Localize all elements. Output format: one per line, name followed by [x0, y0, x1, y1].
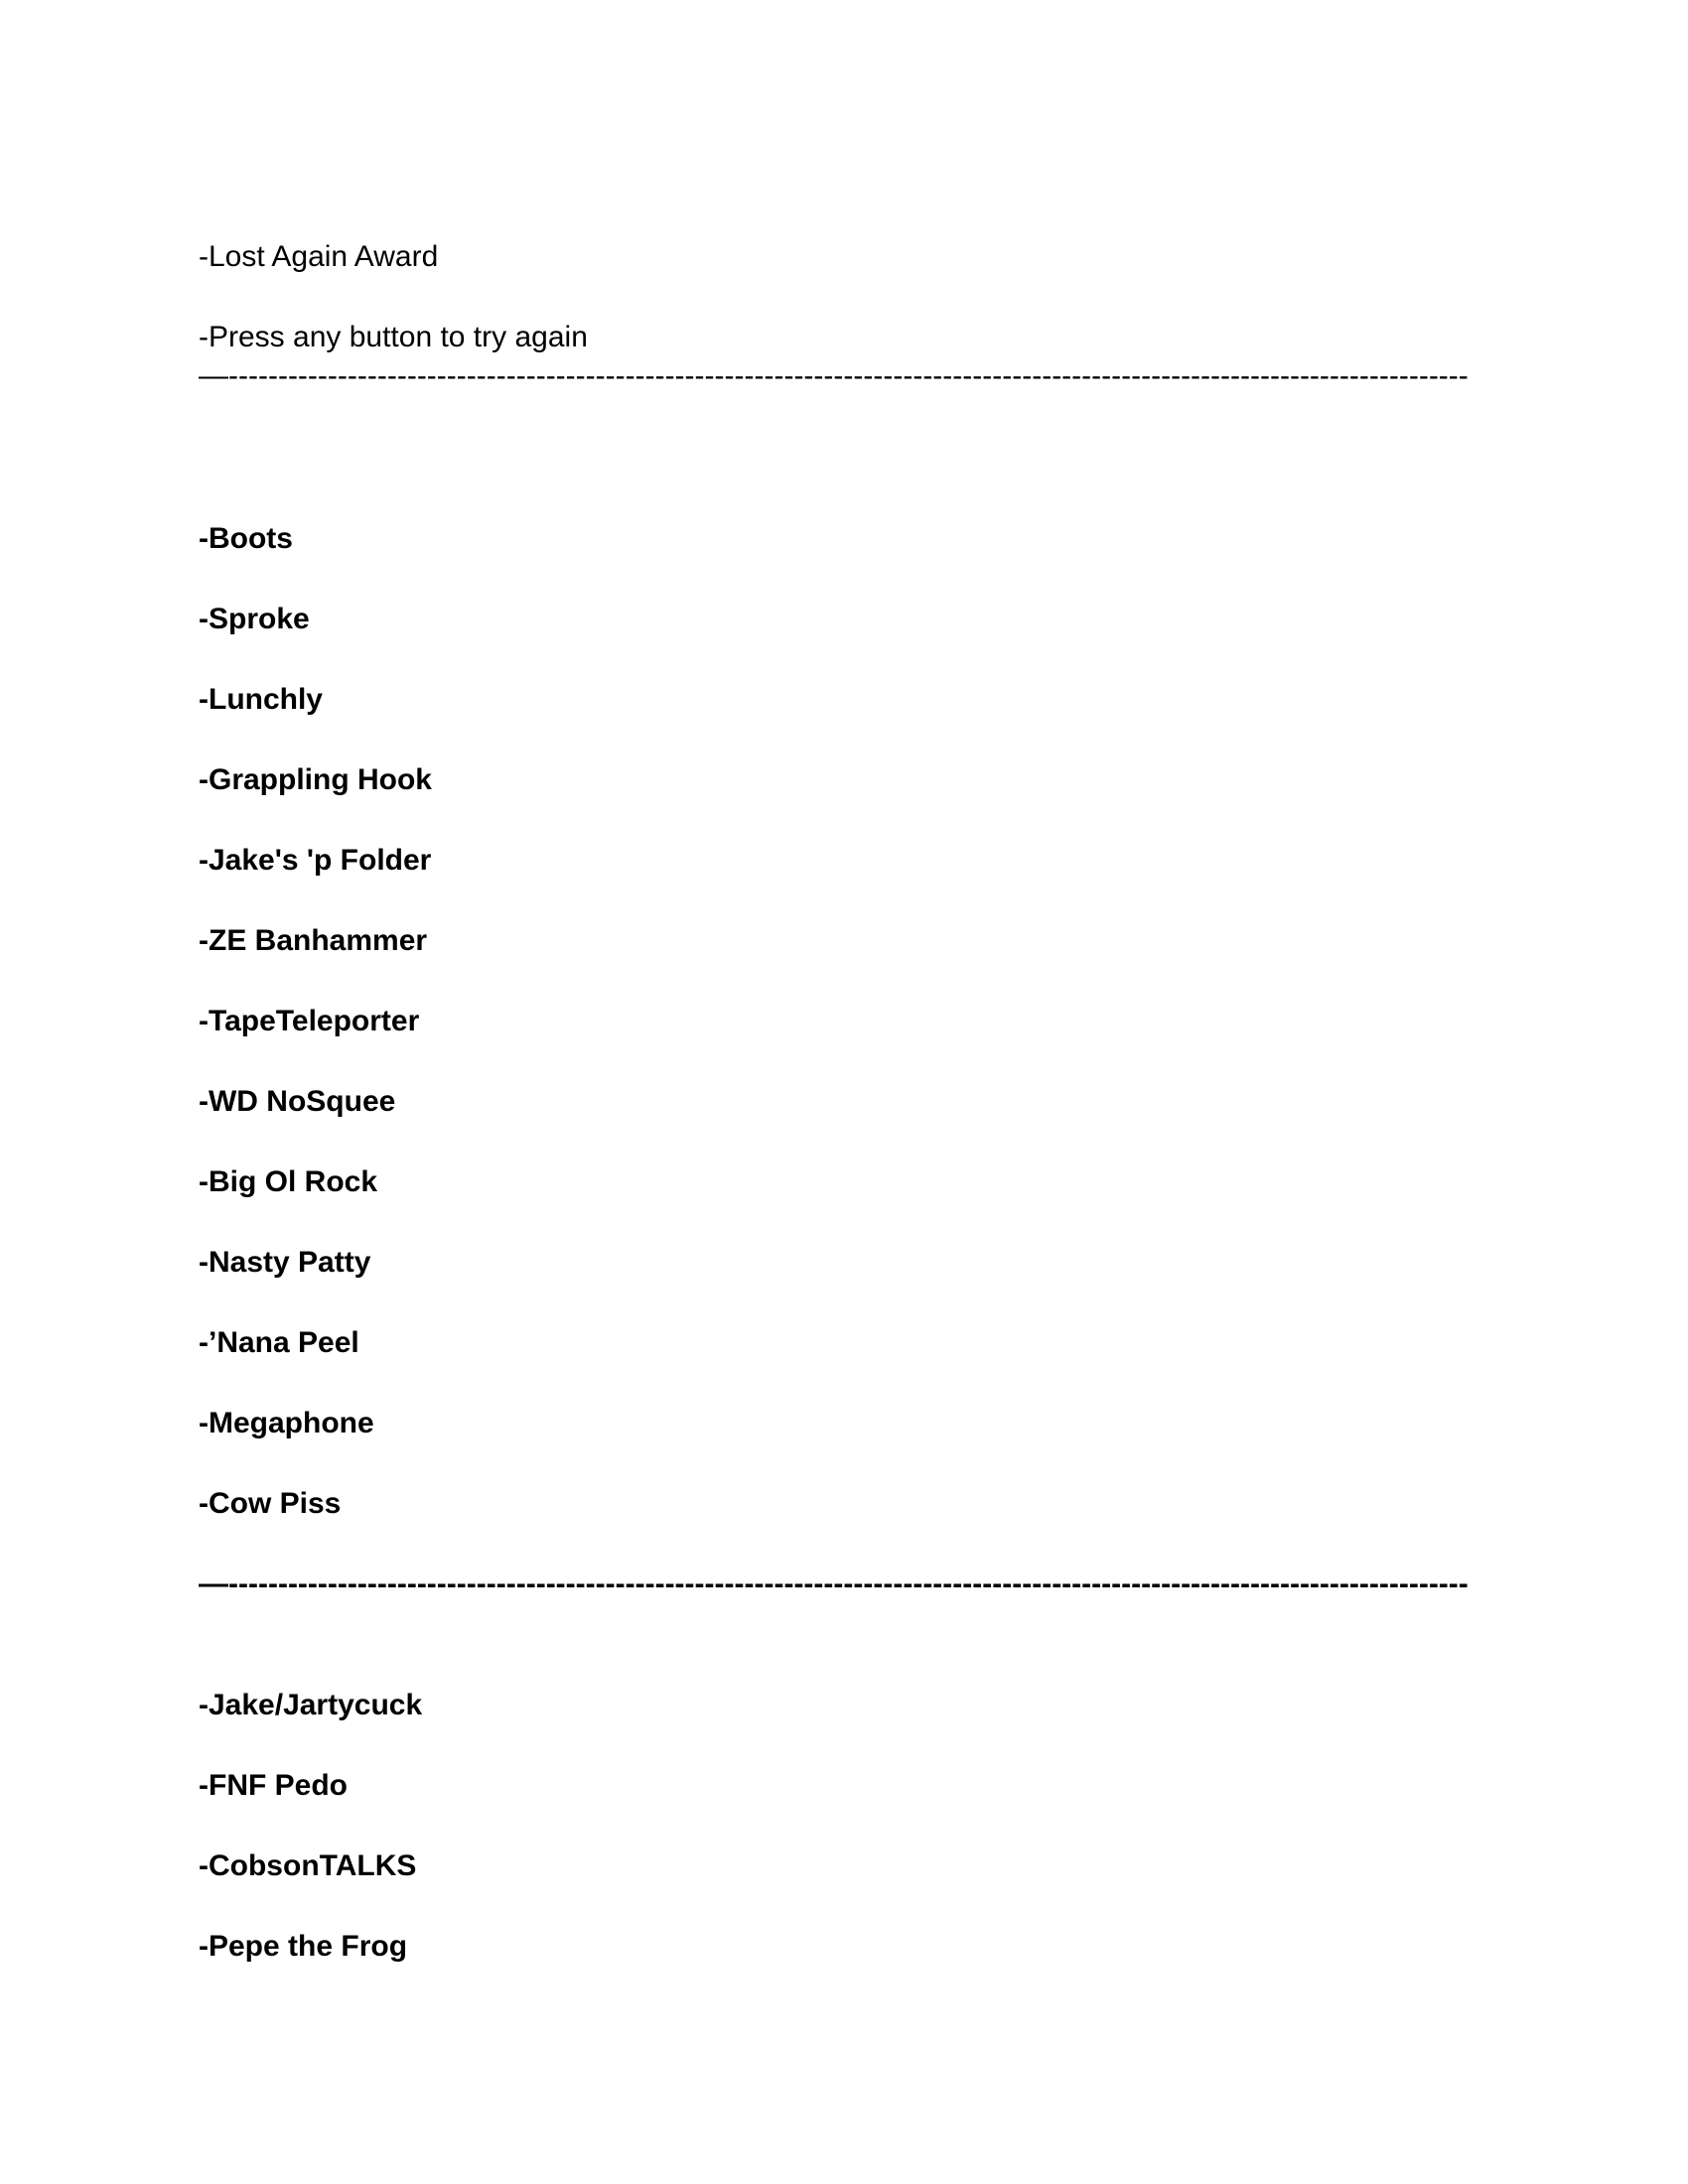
list-item: -Nasty Patty — [199, 1246, 371, 1279]
list-item: -Cow Piss — [199, 1487, 342, 1520]
list-item: -Megaphone — [199, 1407, 374, 1439]
list-item: -TapeTeleporter — [199, 1005, 420, 1037]
character-item: -CobsonTALKS — [199, 1849, 417, 1882]
character-item: -Jake/Jartycuck — [199, 1689, 423, 1721]
list-item: -Sproke — [199, 603, 310, 635]
list-item: -Jake's 'p Folder — [199, 844, 432, 877]
list-item: -Big Ol Rock — [199, 1165, 378, 1198]
separator-line-2: —----------------------------------------------------------------------------------------------------------------------------- — [199, 1568, 1469, 1600]
list-item: -WD NoSquee — [199, 1085, 396, 1118]
list-item: -Grappling Hook — [199, 763, 432, 796]
list-item: -ZE Banhammer — [199, 924, 428, 957]
lost-again-award-line: -Lost Again Award — [199, 240, 439, 273]
press-any-button-line: -Press any button to try again — [199, 321, 588, 353]
separator-line-1: —----------------------------------------------------------------------------------------------------------------------------- — [199, 359, 1469, 392]
list-item: -Boots — [199, 522, 293, 555]
character-item: -FNF Pedo — [199, 1769, 348, 1802]
list-item: -Lunchly — [199, 683, 323, 716]
character-item: -Pepe the Frog — [199, 1930, 408, 1963]
list-item: -’Nana Peel — [199, 1326, 359, 1359]
